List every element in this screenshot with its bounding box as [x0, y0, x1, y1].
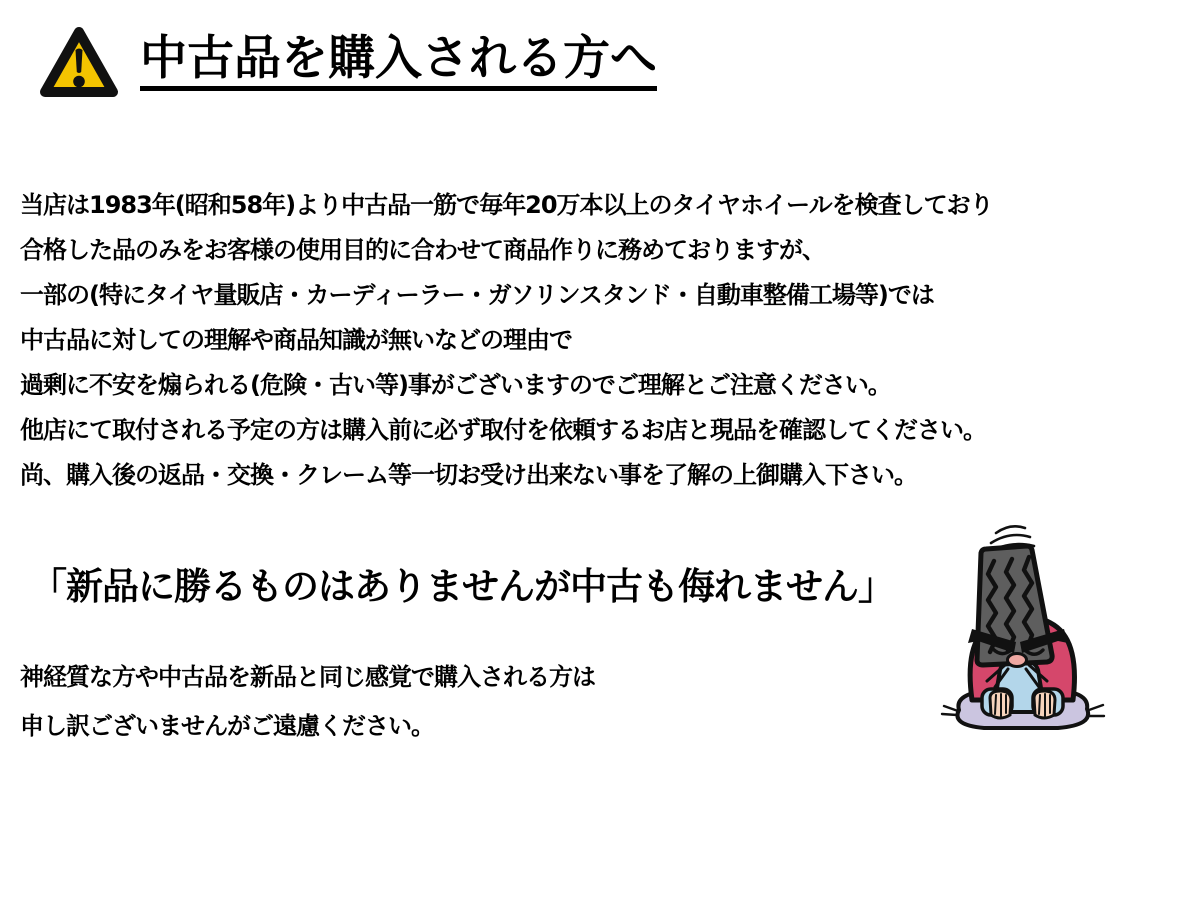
closing-line: 神経質な方や中古品を新品と同じ感覚で購入される方は [20, 663, 595, 691]
bowing-man-tire-illustration [930, 512, 1118, 746]
notice-line: 尚、購入後の返品・交換・クレーム等一切お受け出来ない事を了解の上御購入下さい。 [20, 461, 917, 489]
page-title: 中古品を購入される方へ [140, 34, 657, 91]
notice-line: 中古品に対しての理解や商品知識が無いなどの理由で [20, 326, 572, 354]
closing-text [20, 653, 780, 751]
notice-line: 合格した品のみをお客様の使用目的に合わせて商品作りに務めておりますが、 [20, 236, 825, 264]
notice-line: 当店は1983年(昭和58年)より中古品一筋で毎年20万本以上のタイヤホイールを検査しており [20, 191, 993, 219]
notice-line: 他店にて取付される予定の方は購入前に必ず取付を依頼するお店と現品を確認してください。 [20, 416, 986, 444]
notice-line: 過剰に不安を煽られる(危険・古い等)事がございますのでご理解とご注意ください。 [20, 371, 891, 399]
notice-line: 一部の(特にタイヤ量販店・カーディーラー・ガソリンスタンド・自動車整備工場等)では [20, 281, 934, 309]
quote-text: 「新品に勝るものはありませんが中古も侮れません」 [30, 565, 894, 608]
nose [1008, 654, 1027, 667]
header [38, 24, 657, 108]
notice-body [20, 183, 1170, 498]
warning-triangle-icon [38, 24, 120, 108]
closing-line: 申し訳ございませんがご遠慮ください。 [20, 712, 434, 740]
